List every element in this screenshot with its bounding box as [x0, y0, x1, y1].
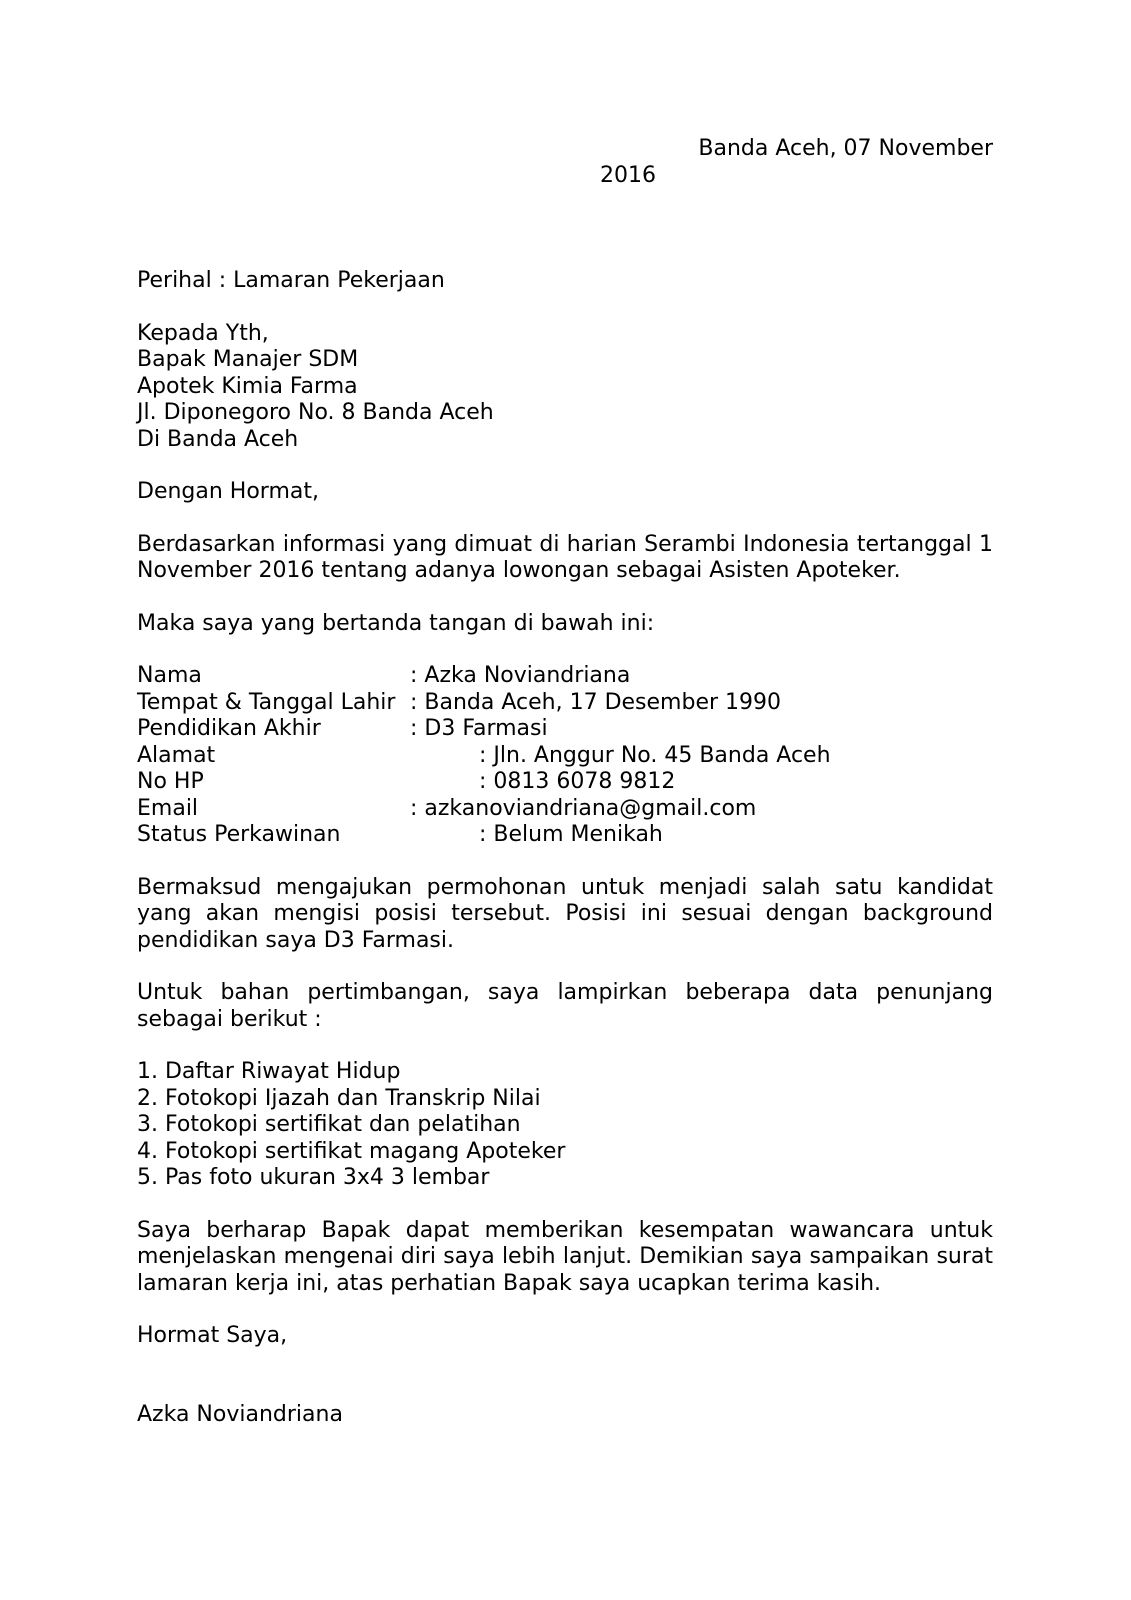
field-label: Alamat: [137, 742, 216, 768]
attachment-list: [137, 1059, 993, 1192]
paragraph-closing: Saya berharap Bapak dapat memberikan kesempatan wawancara untuk menjelaskan mengenai diri saya lebih lanjut. Demikian saya sampaikan surat lamaran kerja ini, atas perhatian Bapak saya ucapkan terima kasih.: [137, 1217, 993, 1296]
field-label: Email: [137, 795, 199, 821]
list-item: 1. Daftar Riwayat Hidup: [137, 1059, 401, 1084]
list-item: 5. Pas foto ukuran 3x4 3 lembar: [137, 1165, 490, 1190]
field-value: : 0813 6078 9812: [479, 769, 676, 794]
recipient-block: [137, 321, 993, 454]
greeting: Dengan Hormat,: [137, 479, 319, 504]
paragraph-attachments-intro: Untuk bahan pertimbangan, saya lampirkan beberapa data penunjang sebagai berikut :: [137, 980, 993, 1032]
list-item: 3. Fotokopi sertifikat dan pelatihan: [137, 1112, 521, 1137]
closing-salutation: Hormat Saya,: [137, 1323, 288, 1348]
applicant-fields: [137, 663, 993, 849]
field-row-education: [137, 716, 993, 743]
field-value: : Azka Noviandriana: [410, 663, 631, 688]
field-label: Pendidikan Akhir: [137, 716, 321, 741]
paragraph-opening: Berdasarkan informasi yang dimuat di harian Serambi Indonesia tertanggal 1 November 2016 tentang adanya lowongan sebagai Asisten Apoteker.: [137, 531, 993, 583]
signature-name: Azka Noviandriana: [137, 1401, 343, 1427]
list-item: 2. Fotokopi Ijazah dan Transkrip Nilai: [137, 1085, 541, 1111]
date-line-2: 2016: [600, 162, 656, 188]
field-label: No HP: [137, 769, 204, 794]
field-value: : Jln. Anggur No. 45 Banda Aceh: [479, 742, 831, 768]
field-value: : Banda Aceh, 17 Desember 1990: [410, 689, 782, 715]
field-row-address: [137, 743, 993, 770]
paragraph-purpose: Bermaksud mengajukan permohonan untuk menjadi salah satu kandidat yang akan mengisi posisi tersebut. Posisi ini sesuai dengan background pendidikan saya D3 Farmasi.: [137, 874, 993, 953]
field-row-phone: [137, 769, 993, 796]
field-value: : D3 Farmasi: [410, 716, 548, 741]
applicant-intro: Maka saya yang bertanda tangan di bawah ini:: [137, 610, 655, 636]
letter-content: [137, 136, 993, 1428]
field-value: : azkanoviandriana@gmail.com: [410, 795, 757, 821]
field-label: Status Perkawinan: [137, 822, 341, 847]
list-item: 4. Fotokopi sertifikat magang Apoteker: [137, 1138, 566, 1164]
field-row-marital-status: [137, 822, 993, 849]
recipient-line: Kepada Yth,: [137, 320, 269, 346]
recipient-line: Bapak Manajer SDM: [137, 347, 359, 372]
field-row-birth: [137, 690, 993, 717]
date-line-1: Banda Aceh, 07 November: [698, 136, 993, 161]
field-label: Nama: [137, 663, 202, 688]
recipient-line: Jl. Diponegoro No. 8 Banda Aceh: [137, 400, 494, 425]
recipient-line: Apotek Kimia Farma: [137, 373, 358, 399]
field-label: Tempat & Tanggal Lahir: [137, 689, 396, 715]
field-value: : Belum Menikah: [479, 822, 663, 847]
field-row-email: [137, 796, 993, 823]
subject-line: Perihal : Lamaran Pekerjaan: [137, 268, 445, 293]
recipient-line: Di Banda Aceh: [137, 426, 299, 452]
date-block: [137, 136, 993, 189]
field-row-nama: [137, 663, 993, 690]
